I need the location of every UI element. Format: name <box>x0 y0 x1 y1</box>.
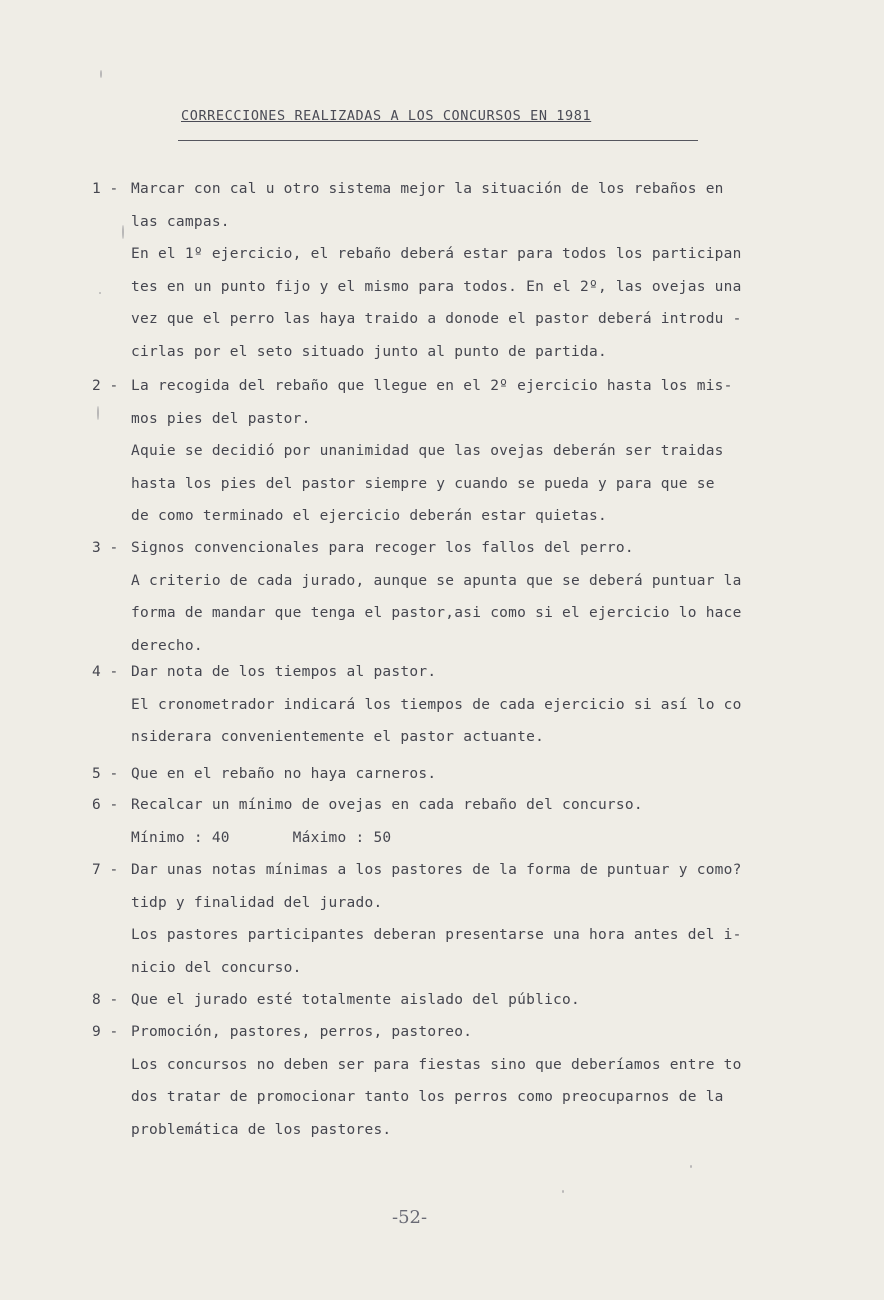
item-number: 8 - <box>92 992 119 1008</box>
item-text-line: cirlas por el seto situado junto al punto de partida. <box>131 343 607 360</box>
item-text-line: Recalcar un mínimo de ovejas en cada rebaño del concurso. <box>131 797 643 813</box>
item-text-line: Los concursos no deben ser para fiestas sino que deberíamos entre to <box>131 1056 742 1073</box>
item-text-line: tes en un punto fijo y el mismo para todos. En el 2º, las ovejas una <box>131 278 742 295</box>
item-text-line: El cronometrador indicará los tiempos de cada ejercicio si así lo co <box>131 696 742 713</box>
item-number: 6 - <box>92 797 119 813</box>
scan-speck <box>99 292 101 294</box>
scan-speck <box>97 406 99 420</box>
item-number: 4 - <box>92 664 119 680</box>
item-text-line: hasta los pies del pastor siempre y cuando se pueda y para que se <box>131 475 715 492</box>
item-text-line: Aquie se decidió por unanimidad que las ovejas deberán ser traidas <box>131 443 724 459</box>
item-text-line: Signos convencionales para recoger los fallos del perro. <box>131 540 634 556</box>
item-text-line: Dar nota de los tiempos al pastor. <box>131 664 437 680</box>
item-text-line: La recogida del rebaño que llegue en el 2º ejercicio hasta los mis- <box>131 378 733 394</box>
item-text-line: derecho. <box>131 637 203 654</box>
item-text-line: Mínimo : 40 Máximo : 50 <box>131 829 392 846</box>
item-number: 5 - <box>92 766 119 782</box>
scan-speck <box>690 1165 692 1168</box>
item-number: 9 - <box>92 1024 119 1040</box>
item-text-line: de como terminado el ejercicio deberán estar quietas. <box>131 508 607 524</box>
item-text-line: A criterio de cada jurado, aunque se apunta que se deberá puntuar la <box>131 572 742 589</box>
item-text-line: Los pastores participantes deberan presentarse una hora antes del i- <box>131 927 742 943</box>
item-text-line: mos pies del pastor. <box>131 410 311 427</box>
item-text-line: nsiderara convenientemente el pastor actuante. <box>131 729 545 745</box>
item-text-line: Que el jurado esté totalmente aislado del público. <box>131 992 580 1008</box>
item-text-line: Dar unas notas mínimas a los pastores de la forma de puntuar y como? <box>131 862 742 878</box>
item-text-line: las campas. <box>131 213 230 230</box>
scan-speck <box>122 225 124 239</box>
item-number: 3 - <box>92 540 119 556</box>
item-number: 2 - <box>92 378 119 394</box>
item-text-line: tidp y finalidad del jurado. <box>131 894 383 911</box>
item-number: 1 - <box>92 181 119 197</box>
item-text-line: vez que el perro las haya traido a donode el pastor deberá introdu - <box>131 311 742 327</box>
item-text-line: forma de mandar que tenga el pastor,asi como si el ejercicio lo hace <box>131 605 742 621</box>
scan-speck <box>562 1190 564 1193</box>
page-number: -52- <box>392 1207 428 1228</box>
item-text-line: problemática de los pastores. <box>131 1121 392 1138</box>
item-text-line: Marcar con cal u otro sistema mejor la situación de los rebaños en <box>131 181 724 197</box>
item-text-line: En el 1º ejercicio, el rebaño deberá estar para todos los participan <box>131 246 742 262</box>
item-number: 7 - <box>92 862 119 878</box>
title-divider <box>178 140 698 141</box>
item-text-line: dos tratar de promocionar tanto los perros como preocuparnos de la <box>131 1089 724 1105</box>
scan-speck <box>100 70 102 78</box>
item-text-line: nicio del concurso. <box>131 959 302 976</box>
item-text-line: Que en el rebaño no haya carneros. <box>131 766 437 782</box>
item-text-line: Promoción, pastores, perros, pastoreo. <box>131 1024 473 1040</box>
document-title: CORRECCIONES REALIZADAS A LOS CONCURSOS EN 1981 <box>181 108 592 124</box>
